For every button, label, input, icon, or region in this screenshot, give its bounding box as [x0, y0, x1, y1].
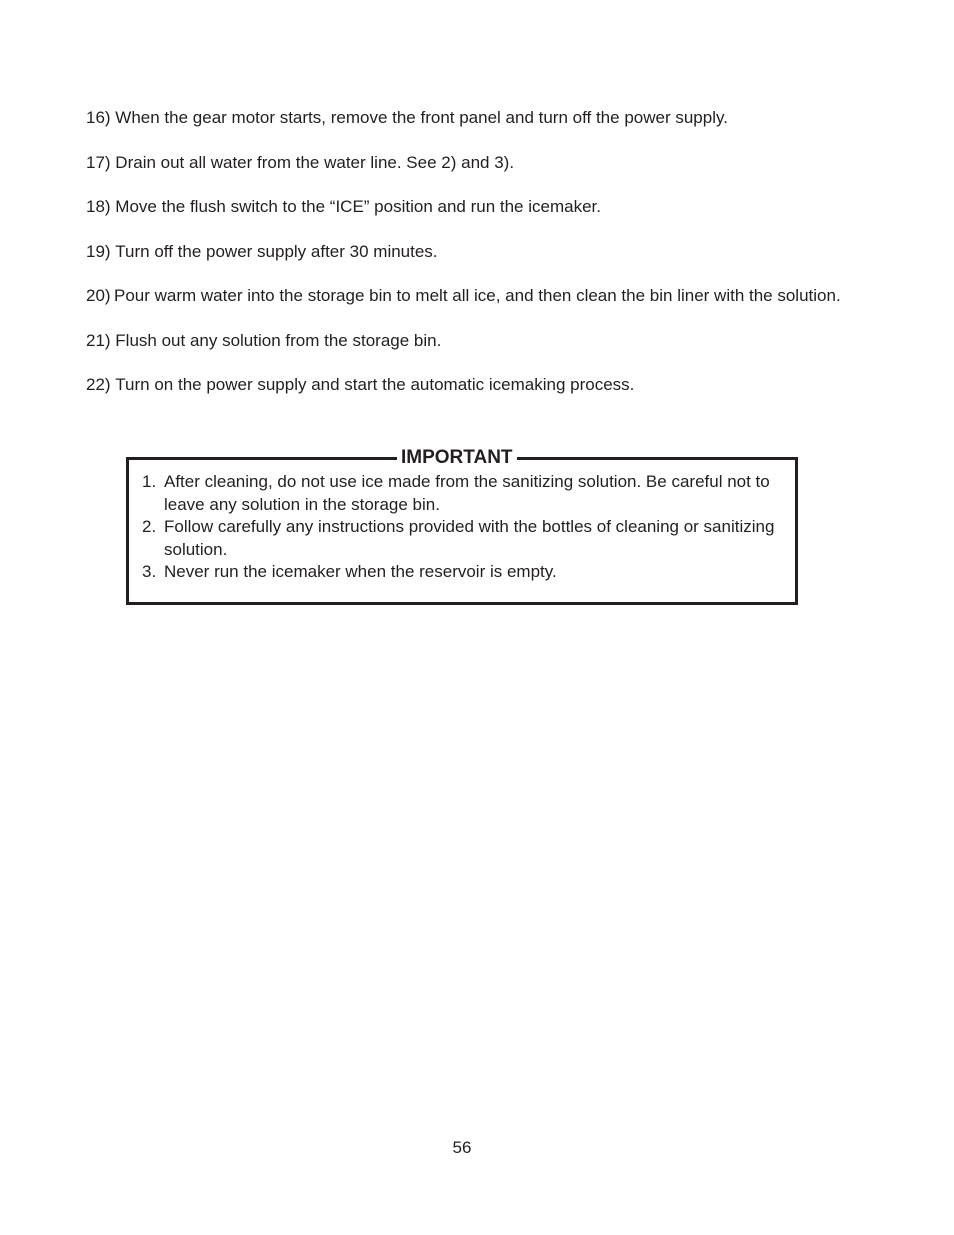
note-text: Never run the icemaker when the reservoir is empty.	[164, 562, 557, 581]
important-note-1	[142, 471, 782, 516]
step-number: 20)	[86, 286, 116, 305]
step-text: Turn on the power supply and start the automatic icemaking process.	[115, 375, 635, 394]
step-number: 22)	[86, 375, 116, 394]
step-20	[86, 284, 866, 307]
step-22	[86, 373, 866, 396]
note-number: 3.	[142, 562, 161, 581]
page-number: 56	[452, 1138, 472, 1157]
step-16	[86, 106, 866, 129]
step-text: Drain out all water from the water line. See 2) and 3).	[115, 152, 515, 172]
procedure-steps	[86, 106, 866, 418]
note-text: After cleaning, do not use ice made from the sanitizing solution. Be careful not to leave any solution in the storage bin.	[164, 472, 770, 514]
step-text: Move the flush switch to the “ICE” position and run the icemaker.	[115, 197, 601, 216]
step-number: 19)	[86, 241, 116, 261]
important-note-3	[142, 561, 782, 584]
step-text: When the gear motor starts, remove the front panel and turn off the power supply.	[115, 108, 728, 127]
step-number: 16)	[86, 108, 116, 127]
note-number: 2.	[142, 517, 161, 536]
step-19	[86, 240, 866, 263]
step-number: 21)	[86, 330, 116, 350]
step-18	[86, 195, 866, 218]
step-21	[86, 329, 866, 352]
important-notice-box	[126, 447, 798, 605]
important-label: IMPORTANT	[397, 447, 517, 469]
step-text: Flush out any solution from the storage bin.	[115, 330, 442, 350]
step-number: 18)	[86, 197, 116, 216]
step-number: 17)	[86, 152, 116, 172]
step-text: Pour warm water into the storage bin to melt all ice, and then clean the bin liner with the solution.	[114, 286, 841, 305]
important-note-2	[142, 516, 782, 561]
important-notes	[142, 471, 782, 584]
step-17	[86, 151, 866, 174]
note-text: Follow carefully any instructions provided with the bottles of cleaning or sanitizing solution.	[164, 517, 775, 559]
step-text: Turn off the power supply after 30 minutes.	[115, 241, 438, 261]
note-number: 1.	[142, 472, 161, 491]
